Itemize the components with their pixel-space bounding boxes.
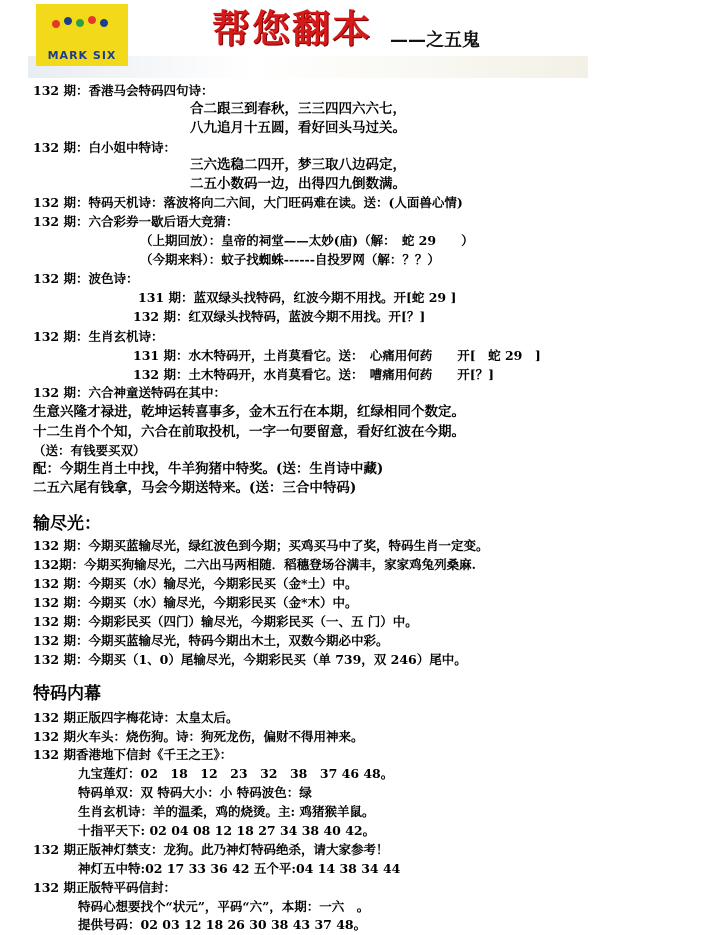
- text-line: 132 期：生肖玄机诗：: [33, 329, 164, 344]
- text-line: 132 期：红双绿头找特码，蓝波今期不用找。开[？]: [133, 309, 426, 324]
- text-line: 十二生肖个个知，六合在前取投机，一字一句要留意，看好红波在今期。: [33, 424, 465, 440]
- text-line: 132 期：今期买蓝输尽光，特码今期出木土，双数今期必中彩。: [33, 633, 389, 648]
- page-subtitle: ——之五鬼: [390, 30, 480, 51]
- text-line: 配：今期生肖土中找，牛羊狗猪中特奖。(送：生肖诗中藏): [33, 461, 384, 477]
- text-line: 132 期：今期彩民买（四门）输尽光，今期彩民买（一、五 门）中。: [33, 614, 418, 629]
- text-line: （送：有钱要买双）: [33, 443, 146, 458]
- text-line: 三六选稳二四开，梦三取八边码定，: [190, 157, 406, 173]
- text-line: 132 期：六合神童送特码在其中：: [33, 385, 226, 400]
- text-line: 二五六尾有钱拿，马会今期送特来。(送：三合中特码): [33, 480, 357, 496]
- text-line: 132期：今期买狗输尽光，二六出马两相随．稻穗登场谷满丰，家家鸡兔列桑麻.: [33, 557, 476, 572]
- text-line: 132 期正版神灯禁支：龙狗。此乃神灯特码绝杀，请大家参考！: [33, 842, 389, 857]
- text-line: 特码单双：双 特码大小：小 特码波色：绿: [78, 785, 312, 800]
- text-line: 132 期正版特平码信封：: [33, 880, 176, 895]
- text-line: 九宝莲灯：02 18 12 23 32 38 37 46 48。: [78, 766, 394, 781]
- text-line: 132 期香港地下信封《千王之王》：: [33, 747, 233, 762]
- text-line: 生肖玄机诗：羊的温柔，鸡的烧烫。主: 鸡猪猴羊鼠。: [78, 804, 375, 819]
- text-line: 132 期：香港马会特码四句诗：: [33, 83, 214, 98]
- text-line: 132 期：六合彩券一歇后语大竞猜：: [33, 214, 239, 229]
- header: [0, 0, 720, 82]
- text-line: 132 期：今期买（1、0）尾输尽光，今期彩民买（单 739，双 246）尾中。: [33, 652, 467, 667]
- text-line: 提供号码：02 03 12 18 26 30 38 43 37 48。: [78, 917, 367, 932]
- logo-balls-icon: [46, 14, 118, 32]
- text-line: 131 期：水木特码开，土肖莫看它。送： 心痛用何药 开[ 蛇 29 ]: [133, 348, 541, 363]
- text-line: 特码心想要找个“状元”，平码“六”，本期：一六 。: [78, 899, 370, 914]
- text-line: 132 期：今期买蓝输尽光，绿红波色到今期；买鸡买马中了奖，特码生肖一定变。: [33, 538, 489, 553]
- page-title: 帮您翻本: [212, 6, 373, 51]
- text-line: 132 期正版四字梅花诗：太皇太后。: [33, 710, 239, 725]
- text-line: 132 期火车头：烧伤狗。诗：狗死龙伤，偏财不得用神来。: [33, 729, 364, 744]
- text-line: （上期回放）：皇帝的祠堂——太妙(庙)（解： 蛇 29 ）: [140, 233, 474, 248]
- mark-six-logo: [36, 4, 128, 66]
- text-line: 131 期：蓝双绿头找特码，红波今期不用找。开[蛇 29 ]: [138, 290, 457, 305]
- text-line: 八九追月十五圆，看好回头马过关。: [190, 120, 406, 136]
- text-line: 132 期：土木特码开，水肖莫看它。送： 嘈痛用何药 开[？]: [133, 367, 495, 382]
- text-line: （今期来料）：蚊子找蜘蛛------自投罗网（解：？？）: [140, 252, 440, 267]
- section-heading-inside-info: 特码内幕: [33, 684, 101, 704]
- text-line: 132 期：特码天机诗：落波将向二六间，大门旺码难在读。送：(人面兽心情): [33, 195, 463, 210]
- text-line: 132 期：波色诗：: [33, 271, 139, 286]
- text-line: 二五小数码一边，出得四九倒数满。: [190, 176, 406, 192]
- logo-text: MARK SIX: [47, 49, 117, 62]
- text-line: 132 期：白小姐中特诗：: [33, 140, 176, 155]
- section-heading-lose-all: 输尽光：: [33, 514, 101, 534]
- text-line: 神灯五中特:02 17 33 36 42 五个平:04 14 38 34 44: [78, 861, 401, 876]
- text-line: 合二跟三到春秋，三三四四六六七，: [190, 101, 406, 117]
- text-line: 生意兴隆才禄进，乾坤运转喜事多，金木五行在本期，红绿相同个数定。: [33, 404, 465, 420]
- text-line: 十指平天下: 02 04 08 12 18 27 34 38 40 42。: [78, 823, 376, 838]
- text-line: 132 期：今期买（水）输尽光，今期彩民买（金*木）中。: [33, 595, 358, 610]
- text-line: 132 期：今期买（水）输尽光，今期彩民买（金*土）中。: [33, 576, 358, 591]
